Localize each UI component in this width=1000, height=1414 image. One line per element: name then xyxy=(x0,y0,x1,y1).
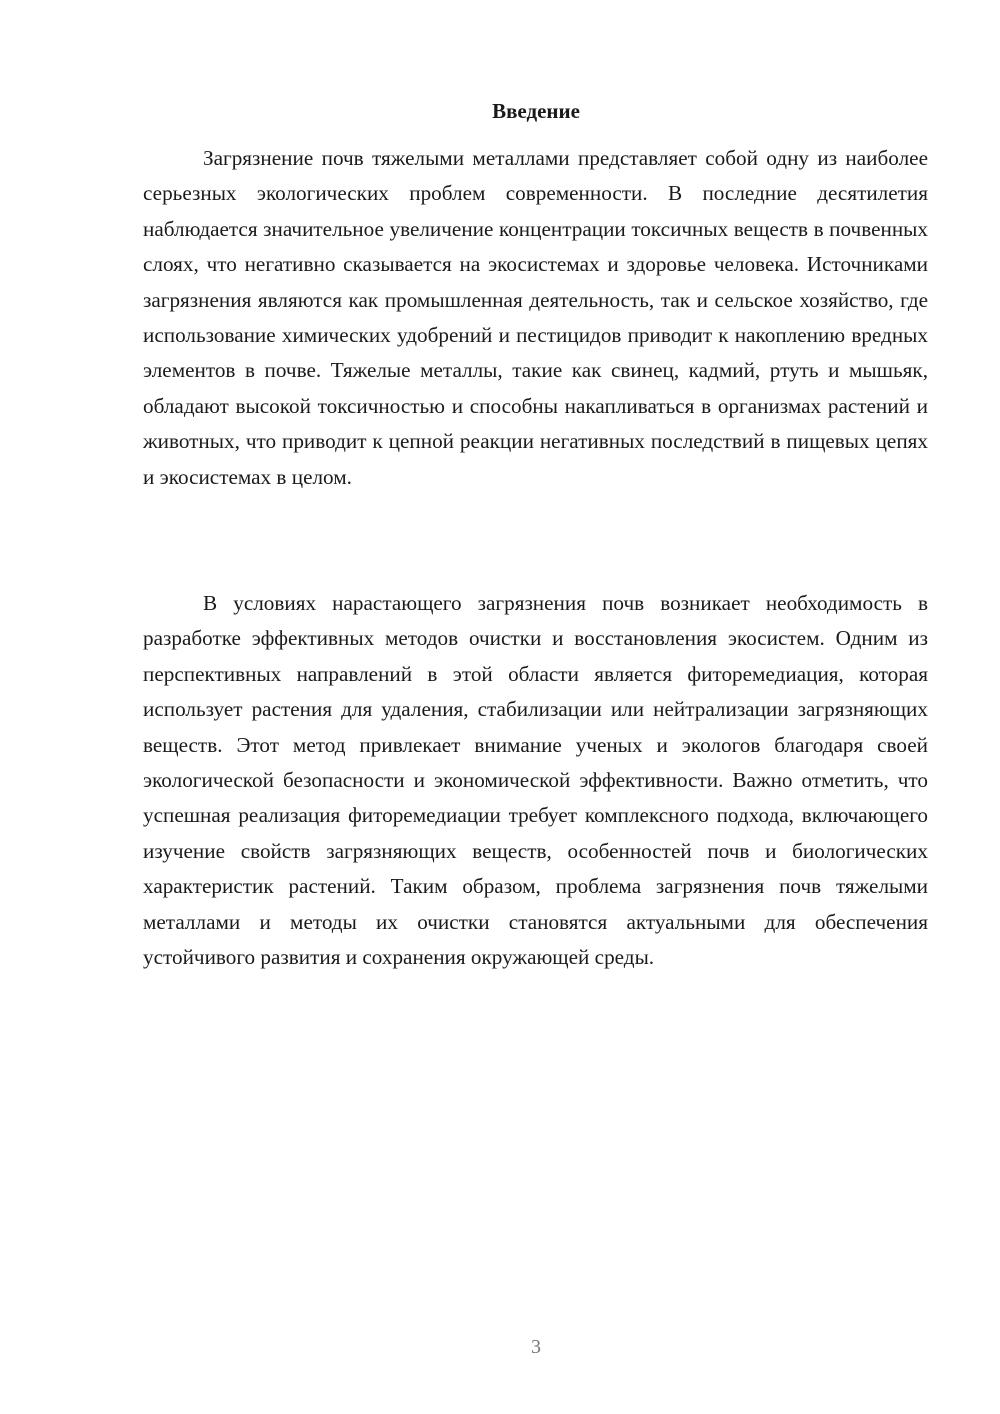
paragraph-1: Загрязнение почв тяжелыми металлами представляет собой одну из наиболее серьезных экологических проблем современности. В последние десятилетия наблюдается значительное увеличение концентрации токсичных веществ в почвенных слоях, что негативно сказывается на экосистемах и здоровье человека. Источниками загрязнения являются как промышленная деятельность, так и сельское хозяйство, где использование химических удобрений и пестицидов приводит к накоплению вредных элементов в почве. Тяжелые металлы, такие как свинец, кадмий, ртуть и мышьяк, обладают высокой токсичностью и способны накапливаться в организмах растений и животных, что приводит к цепной реакции негативных последствий в пищевых цепях и экосистемах в целом. xyxy=(143,146,928,489)
paragraph-2: В условиях нарастающего загрязнения почв возникает необходимость в разработке эффективных методов очистки и восстановления экосистем. Одним из перспективных направлений в этой области является фиторемедиация, которая использует растения для удаления, стабилизации или нейтрализации загрязняющих веществ. Этот метод привлекает внимание ученых и экологов благодаря своей экологической безопасности и экономической эффективности. Важно отметить, что успешная реализация фиторемедиации требует комплексного подхода, включающего изучение свойств загрязняющих веществ, особенностей почв и биологических характеристик растений. Таким образом, проблема загрязнения почв тяжелыми металлами и методы их очистки становятся актуальными для обеспечения устойчивого развития и сохранения окружающей среды. xyxy=(143,591,928,970)
page-number: 3 xyxy=(531,1336,541,1358)
section-heading: Введение xyxy=(492,99,580,123)
